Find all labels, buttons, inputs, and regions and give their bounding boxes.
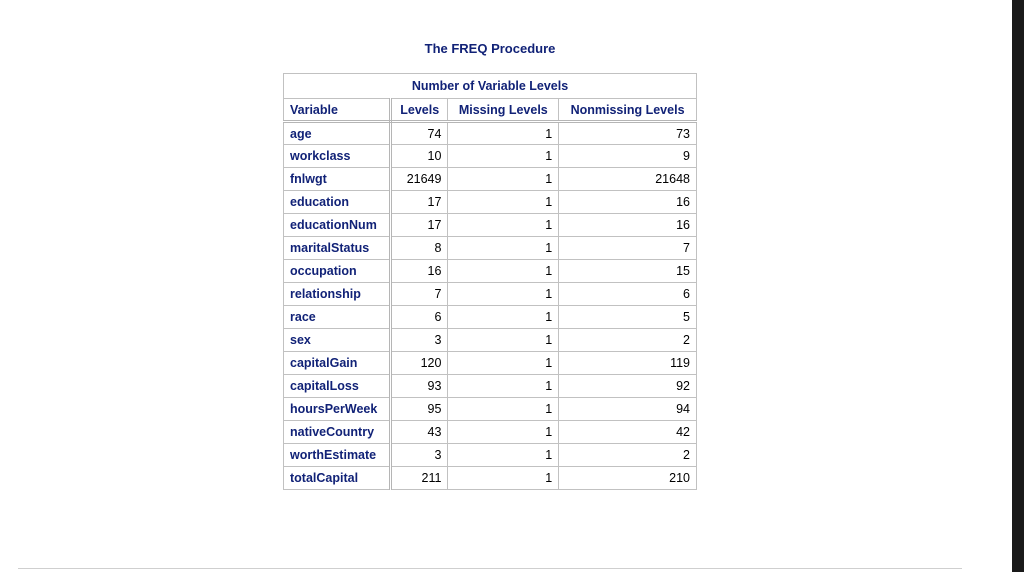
cell-nonmissing-levels: 16 <box>559 191 697 214</box>
table-caption: Number of Variable Levels <box>284 74 697 99</box>
bottom-divider <box>18 568 962 569</box>
cell-variable: fnlwgt <box>284 168 391 191</box>
cell-nonmissing-levels: 42 <box>559 421 697 444</box>
table-row <box>284 122 697 145</box>
cell-variable: capitalGain <box>284 352 391 375</box>
cell-nonmissing-levels: 2 <box>559 444 697 467</box>
cell-levels: 120 <box>391 352 448 375</box>
cell-levels: 6 <box>391 306 448 329</box>
cell-levels: 10 <box>391 145 448 168</box>
cell-levels: 21649 <box>391 168 448 191</box>
column-header-variable: Variable <box>284 99 391 122</box>
table-row <box>284 145 697 168</box>
table-row <box>284 237 697 260</box>
cell-variable: education <box>284 191 391 214</box>
cell-nonmissing-levels: 7 <box>559 237 697 260</box>
cell-levels: 95 <box>391 398 448 421</box>
cell-nonmissing-levels: 16 <box>559 214 697 237</box>
cell-missing-levels: 1 <box>448 352 559 375</box>
table-row <box>284 421 697 444</box>
cell-missing-levels: 1 <box>448 260 559 283</box>
cell-missing-levels: 1 <box>448 329 559 352</box>
cell-levels: 7 <box>391 283 448 306</box>
table-row <box>284 329 697 352</box>
cell-missing-levels: 1 <box>448 122 559 145</box>
cell-levels: 17 <box>391 214 448 237</box>
variable-levels-table <box>283 73 697 490</box>
table-row <box>284 352 697 375</box>
cell-nonmissing-levels: 5 <box>559 306 697 329</box>
window-edge <box>1012 0 1024 572</box>
column-header-nonmissing-levels: Nonmissing Levels <box>559 99 697 122</box>
cell-levels: 16 <box>391 260 448 283</box>
cell-levels: 8 <box>391 237 448 260</box>
cell-levels: 3 <box>391 329 448 352</box>
cell-variable: worthEstimate <box>284 444 391 467</box>
cell-missing-levels: 1 <box>448 283 559 306</box>
cell-variable: workclass <box>284 145 391 168</box>
cell-nonmissing-levels: 94 <box>559 398 697 421</box>
cell-missing-levels: 1 <box>448 421 559 444</box>
cell-variable: relationship <box>284 283 391 306</box>
table-row <box>284 444 697 467</box>
cell-nonmissing-levels: 73 <box>559 122 697 145</box>
column-header-row <box>284 99 697 122</box>
column-header-missing-levels: Missing Levels <box>448 99 559 122</box>
cell-missing-levels: 1 <box>448 168 559 191</box>
cell-levels: 17 <box>391 191 448 214</box>
table-row <box>284 214 697 237</box>
cell-missing-levels: 1 <box>448 214 559 237</box>
cell-variable: hoursPerWeek <box>284 398 391 421</box>
cell-levels: 74 <box>391 122 448 145</box>
cell-variable: totalCapital <box>284 467 391 490</box>
cell-variable: sex <box>284 329 391 352</box>
cell-missing-levels: 1 <box>448 306 559 329</box>
cell-missing-levels: 1 <box>448 444 559 467</box>
cell-variable: capitalLoss <box>284 375 391 398</box>
cell-levels: 93 <box>391 375 448 398</box>
procedure-title: The FREQ Procedure <box>424 41 556 56</box>
table-row <box>284 260 697 283</box>
table-body <box>284 122 697 490</box>
cell-missing-levels: 1 <box>448 398 559 421</box>
cell-nonmissing-levels: 21648 <box>559 168 697 191</box>
cell-variable: age <box>284 122 391 145</box>
cell-nonmissing-levels: 92 <box>559 375 697 398</box>
cell-nonmissing-levels: 210 <box>559 467 697 490</box>
cell-nonmissing-levels: 9 <box>559 145 697 168</box>
table-row <box>284 283 697 306</box>
table-row <box>284 467 697 490</box>
cell-nonmissing-levels: 6 <box>559 283 697 306</box>
cell-levels: 43 <box>391 421 448 444</box>
cell-variable: maritalStatus <box>284 237 391 260</box>
table-row <box>284 191 697 214</box>
cell-nonmissing-levels: 119 <box>559 352 697 375</box>
cell-nonmissing-levels: 2 <box>559 329 697 352</box>
table-row <box>284 398 697 421</box>
table-row <box>284 375 697 398</box>
cell-levels: 3 <box>391 444 448 467</box>
cell-missing-levels: 1 <box>448 467 559 490</box>
cell-variable: occupation <box>284 260 391 283</box>
cell-missing-levels: 1 <box>448 237 559 260</box>
table-row <box>284 168 697 191</box>
table-row <box>284 306 697 329</box>
cell-variable: educationNum <box>284 214 391 237</box>
cell-levels: 211 <box>391 467 448 490</box>
cell-missing-levels: 1 <box>448 191 559 214</box>
cell-variable: race <box>284 306 391 329</box>
cell-nonmissing-levels: 15 <box>559 260 697 283</box>
cell-variable: nativeCountry <box>284 421 391 444</box>
column-header-levels: Levels <box>391 99 448 122</box>
cell-missing-levels: 1 <box>448 145 559 168</box>
cell-missing-levels: 1 <box>448 375 559 398</box>
